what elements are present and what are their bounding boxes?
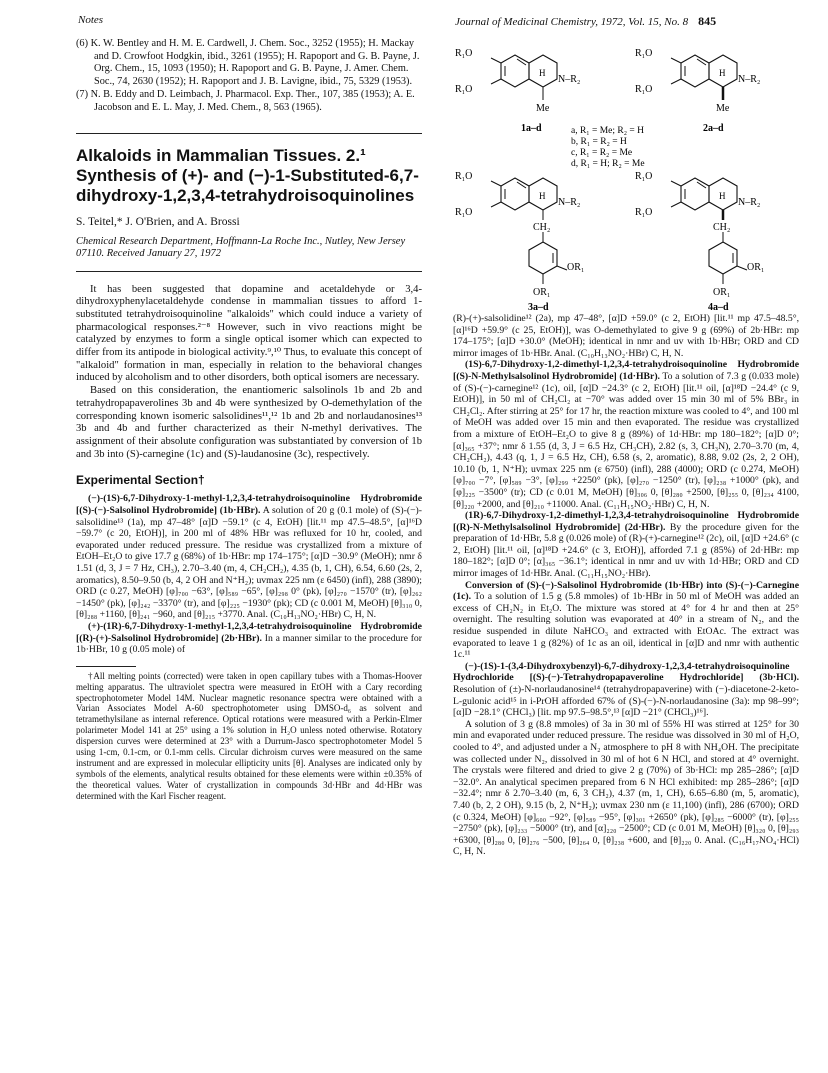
structure-4 (635, 171, 764, 313)
atom-label: Me (716, 103, 730, 114)
divider (76, 271, 422, 272)
legend-entry: c, R₁ = R₂ = Me (571, 148, 633, 158)
procedure-paragraph (76, 493, 422, 621)
procedure-text: Resolution of (±)-N-norlaudanosine¹⁴ (tetrahydropapaverine) with (−)-diacetone-2-keto-L-gulonic acid¹⁵ in i-PrOH afforded 67% of (S)-(−)-N-norlaudanosine (3a): mp 98–99°; [α]D −28.1° (CHCl₃) [lit. mp 97.5–98.5°,¹³ [α]D −21° (CHCl₃)¹⁶]. (453, 684, 799, 719)
authors: S. Teitel,* J. O'Brien, and A. Brossi (76, 215, 240, 228)
atom-label: R₁O (455, 207, 473, 218)
structure-3 (455, 171, 584, 313)
procedure-heading: Conversion of (S)-(−)-Salsolinol Hydrobromide (1b·HBr) into (S)-(−)-Carnegine (1c). (453, 579, 799, 603)
page-number: 845 (698, 14, 717, 28)
atom-label: H (539, 68, 546, 78)
procedure-heading: (1S)-6,7-Dihydroxy-1,2-dimethyl-1,2,3,4-tetrahydroisoquinoline Hydrobromide [(S)-N-Methylsalsolinol Hydrobromide] (1d·HBr). (453, 359, 799, 382)
atom-label: N–R₂ (558, 74, 581, 85)
experimental-left (76, 493, 422, 655)
atom-label: OR₁ (533, 287, 551, 298)
atom-label: H (539, 191, 546, 201)
atom-label: N–R₂ (738, 74, 761, 85)
atom-label: OR₁ (713, 287, 731, 298)
experimental-right (453, 313, 799, 858)
atom-label: OR₁ (747, 262, 765, 273)
procedure-paragraph (453, 661, 799, 719)
intro-paragraph: Based on this consideration, the enantiomeric salsolinols 1b and 2b and tetrahydropapaverolines 3b and 4b were synthesized by O-demethylation of the corresponding known isomeric salsolidines¹¹,¹² 1b and 2b and norlaudanosines¹³ 3b and 4b and further characterized as their N-methyl derivatives. The assignment of their absolute configuration was substantiated by conversion of 1b and 3b into (S)-carnegine (1c) and (S)-laudanosine (3c), respectively. (76, 385, 422, 460)
introduction (76, 284, 422, 462)
procedure-heading: (1R)-6,7-Dihydroxy-1,2-dimethyl-1,2,3,4-tetrahydroisoquinoline Hydrobromide [(R)-N-Methylsalsolinol Hydrobromide] (2d·HBr). (453, 510, 799, 533)
structure-label: 4a–d (708, 302, 729, 313)
procedure-heading: (−)-(1S)-6,7-Dihydroxy-1-methyl-1,2,3,4-tetrahydroisoquinoline Hydrobromide [(S)-(−)-Salsolinol Hydrobromide] (1b·HBr). (76, 493, 422, 516)
running-header-left: Notes (78, 14, 104, 26)
procedure-text: In a manner similar to the procedure for 1b·HBr, 10 g (0.05 mole) of (76, 632, 423, 656)
procedure-paragraph (453, 719, 799, 858)
right-column (453, 38, 799, 858)
atom-label: Me (536, 103, 550, 114)
atom-label: R₁O (455, 84, 473, 95)
atom-label: H (719, 68, 726, 78)
procedure-paragraph (76, 621, 422, 656)
structure-2 (635, 48, 760, 134)
procedure-paragraph (453, 510, 799, 580)
procedure-text: (R)-(+)-salsolidine¹² (2a), mp 47–48°, [α]D +59.0° (c 2, EtOH) [lit.¹¹ mp 47.5–48.5°, [α]¹⁶D +59.9° (c 25, EtOH)], was O-demethylated to give 9 g (69%) of 2b·HBr: mp 174–175°; [α]D +30.0° (MeOH); identical in nmr and uv with 1b·HBr; ORD and CD mirror images of 1b·HBr. Anal. (C₁₀H₁₃NO₂·HBr) C, H, N. (453, 313, 799, 359)
affiliation: Chemical Research Department, Hoffmann-La Roche Inc., Nutley, New Jersey 07110. Received January 27, 1972 (76, 235, 406, 260)
article-title: Alkaloids in Mammalian Tissues. 2.¹ Synthesis of (+)- and (−)-1-Substituted-6,7-dihydroxy-1,2,3,4-tetrahydroisoquinolines (76, 133, 422, 206)
procedure-text: A solution of 3 g (8.8 mmoles) of 3a in 30 ml of 55% HI was stirred at 125° for 30 min and evaporated under reduced pressure. The residue was dissolved in 30 ml of H₂O, cooled to 4°, and adjusted under a N₂ atmosphere to pH 8 with NH₄OH. The precipitate was collected under N₂, dissolved in 30 ml of hot 6 N HCl, and stored at 4° overnight. The crystals were filtered and dried to give 2 g (70%) of 3b·HCl: mp 285–286°; [α]D −32.0°. An analytical specimen prepared from 6 N HCl exhibited: mp 285–286°; [α]D −32.4°; nmr δ 2.70–3.40 (m, 6, 3 CH₂), 4.37 (m, 1, CH), 6.65–6.80 (m, 5, aromatic), 7.40 (b, 2, 2 OH), 9.15 (b, 2, N⁺H₂); uvmax 230 nm (ε 11,100) (infl), 286 (6700); ORD (c 0.324, MeOH) [φ]₆₀₀ −92°, [φ]₅₈₉ −95°, [φ]₃₀₁ +2650° (pk), [φ]₂₈₅ −6000° (tr), [φ]₂₅₅ −2750° (pk), [φ]₂₃₃ −5000° (tr), and [α]₂₂₀ −2500°; CD (c 0.01 M, MeOH) [θ]₃₂₀ 0, [θ]₂₉₃ +6300, [θ]₂₈₀ 0, [θ]₂₇₆ −500, [θ]₂₆₄ 0, [θ]₂₃₈ +600, and [θ]₂₂₀ 0. Anal. (C₁₆H₁₇NO₄·HCl) C, H, N. (453, 718, 799, 858)
reference-6: (6) K. W. Bentley and H. M. E. Cardwell, J. Chem. Soc., 3252 (1955); H. Mackay and D. Crowfoot Hodgkin, ibid., 3261 (1955); H. Rapoport and G. B. Payne, J. Org. Chem., 15, 1093 (1950); H. Rapoport and G. B. Payne, J. Amer. Chem. Soc., 74, 2630 (1952); H. Rapoport and J. B. Lavigne, ibid., 75, 5329 (1953). (76, 38, 420, 87)
legend-entry: b, R₁ = R₂ = H (571, 137, 627, 147)
structure-figure (453, 38, 799, 313)
procedure-paragraph (453, 580, 799, 661)
footnote-text: †All melting points (corrected) were taken in open capillary tubes with a Thomas-Hoover melting apparatus. The ultraviolet spectra were measured in EtOH with a Cary recording spectrophotometer Model 14M. Nuclear magnetic resonance spectra were obtained with a Varian Associates Model A-60 spectrophotometer using DMSO-d₆ as solvent and tetramethylsilane as internal reference. Optical rotations were measured with a Perkin-Elmer polarimeter Model 141 at 25° using a 1% solution in H₂O unless noted otherwise. Rotatory dispersion curves were determined at 23° with a Durrum-Jasco spectrophotometer Model 5 using 1-cm, 0.1-cm, or 0.1-mm cells. Circular dichroism curves were measured on the same instrument and are expressed in molecular ellipticity units [θ]. Analyses are indicated only by symbols of the elements, analytical results obtained for these elements were within ±0.35% of the theoretical values. Water of crystallization in compounds 3d·HBr and 4d·HBr was determined with the Karl Fischer reagent. (76, 670, 422, 801)
atom-label: R₁O (635, 48, 653, 59)
procedure-text: A solution of 20 g (0.1 mole) of (S)-(−)-salsolidine¹³ (1a), mp 47–48° [α]D −59.1° (c 4, EtOH) [lit.¹¹ mp 47.5–48.5°, [α]¹⁶D −59.7° (c 20, EtOH)], in 200 ml of 48% HBr was refluxed for 10 hr, cooled, and evaporated under reduced pressure. The residue was crystallized from a mixture of EtOH–Et₂O to give 17.7 g (68%) of 1b·HBr: mp 174–175°; [α]D −30.9° (MeOH); nmr δ 1.51 (d, 3, J = 7 Hz, CH₃), 2.70–3.40 (m, 4, CH₂CH₂), 4.35 (b, 1, CH), 6.54, 6.60 (2s, 2, aromatics), 8.50–9.50 (b, 4, 2 OH and N⁺H₂); uvmax 225 nm (ε 6450) (infl), 288 (3890); ORD (c 0.27, MeOH) [φ]₇₀₀ −63°, [φ]₅₈₉ −65°, [φ]₂₉₈ 0° (pk), [φ]₂₇₀ −1570° (tr), [φ]₂₆₂ −1450° (pk), [φ]₂₄₂ −3370° (tr), and [φ]₂₂₅ −1930° (pk); CD (c 0.001 M, MeOH) [θ]₃₁₀ 0, [θ]₂₈₈ +1160, [θ]₂₄₁ −960, and [θ]₂₁₅ +3770. Anal. (C₁₀H₁₃NO₂·HBr) C, H, N. (76, 505, 422, 621)
structure-1 (455, 48, 580, 134)
atom-label: H (719, 191, 726, 201)
journal-citation: Journal of Medicinal Chemistry, 1972, Vol. 15, No. 8 (455, 16, 689, 28)
atom-label: OR₁ (567, 262, 585, 273)
legend-entry: a, R₁ = Me; R₂ = H (571, 126, 645, 136)
reference-7: (7) N. B. Eddy and D. Leimbach, J. Pharmacol. Exp. Ther., 107, 385 (1953); A. E. Jacobson and E. L. May, J. Med. Chem., 8, 563 (1965). (76, 89, 415, 113)
atom-label: N–R₂ (558, 197, 581, 208)
procedure-text: To a solution of 1.5 g (5.8 mmoles) of 1b·HBr in 50 ml of MeOH was added an excess of CH₂N₂ in Et₂O. The mixture was stored at 4° for 4 hr and then at 25° overnight. The resulting solution was evaporated at 40° in a stream of N₂, and the residue suspended in dilute NaHCO₃ and extracted with EtOAc. The extract was evaporated to leave 1 g (82%) of 1c as an oil, identical in [α]D and nmr with authentic 1c.¹¹ (453, 591, 799, 661)
procedure-heading: (+)-(1R)-6,7-Dihydroxy-1-methyl-1,2,3,4-tetrahydroisoquinoline Hydrobromide [(R)-(+)-Salsolinol Hydrobromide] (2b·HBr). (76, 620, 422, 644)
procedure-text: By the procedure given for the preparation of 1d·HBr, 5.8 g (0.026 mole) of (R)-(+)-carnegine¹² (2c), oil, [α]D +24.6° (c 2, EtOH) [lit.¹¹ oil, [α]¹⁸D +24.6° (c 3, EtOH)], afforded 7.1 g (85%) of 2d·HBr: mp 180–182°; [α]D 0°; [α]₃₆₅ −36.1°; identical in nmr and uv with 1d·HBr; ORD and CD mirror images of 1d·HBr. Anal. (C₁₁H₁₅NO₂·HBr). (453, 521, 799, 580)
atom-label: CH₂ (713, 222, 731, 233)
procedure-paragraph (453, 313, 799, 359)
procedure-paragraph (453, 359, 799, 510)
atom-label: R₁O (635, 207, 653, 218)
atom-label: R₁O (455, 171, 473, 182)
atom-label: CH₂ (533, 222, 551, 233)
structure-label: 1a–d (521, 123, 542, 134)
reference-list (76, 38, 422, 115)
procedure-heading: (−)-(1S)-1-(3,4-Dihydroxybenzyl)-6,7-dihydroxy-1,2,3,4-tetrahydroisoquinoline Hydrochloride [(S)-(−)-Tetrahydropapaveroline Hydrochloride] (3b·HCl). (453, 660, 799, 684)
footnote-divider (76, 666, 136, 667)
section-heading: Experimental Section† (76, 473, 205, 488)
atom-label: R₁O (455, 48, 473, 59)
chemical-structures (453, 38, 799, 313)
legend-entry: d, R₁ = H; R₂ = Me (571, 159, 645, 169)
structure-label: 3a–d (528, 302, 549, 313)
atom-label: R₁O (635, 171, 653, 182)
atom-label: N–R₂ (738, 197, 761, 208)
intro-paragraph: It has been suggested that dopamine and acetaldehyde or 3,4-dihydroxyphenylacetaldehyde condense in mammalian tissues to afford 1-substituted tetrahydroisoquinoline "alkaloids" which could induce a variety of pharmacological responses.²⁻⁸ However, such in vivo reactions might be catalyzed by enzymes to form a single optical isomer which can expected to differ from its antipode in biological activity.⁹,¹⁰ Thus, to evaluate this concept of "alkaloid" formation in man, especially in relation to the behavioral changes induced by alcoholism and to other disorders, both optical isomers are necessary. (76, 283, 422, 384)
procedure-text: To a solution of 7.3 g (0.033 mole) of (S)-(−)-carnegine¹² (1c), oil, [α]D −24.3° (c 2, EtOH) [lit.¹¹ oil, [α]¹⁸D −24.4° (c 9, EtOH)], in 50 ml of CH₂Cl₂ at −70° was added over 15 min 30 ml of 5% BBr₃ in CH₂Cl₂. After stirring at 25° for 17 hr, the reaction mixture was cooled to 4°, and 100 ml of MeOH was added over 15 min and then evaporated. The residue was crystallized from a mixture of EtOH–Et₂O to give 8 g (89%) of 1d·HBr: mp 180–182°; [α]D 0°; [α]₃₆₅ +37°; nmr δ 1.55 (d, 3, J = 6.5 Hz, CH₃CH), 2.82 (s, 3, CH₃N), 2.70–3.70 (m, 4, CH₂CH₂), 4.43 (q, 1, J = 6.5 Hz, CH), 6.58 (s, 2, aromatic), 8.88, 9.02 (2s, 2, 2 OH), 10.10 (b, 1, N⁺H); uvmax 225 nm (ε 6750) (infl), 288 (4000); ORD (c 0.274, MeOH) [φ]₇₀₀ −7°, [φ]₅₈₉ −3°, [φ]₂₉₉ +2250° (pk), [φ]₂₇₀ −1250° (tr), [φ]₂₃₈ +1000° (pk), and [φ]₂₂₅ −3500° (tr); CD (c 0.01 M, MeOH) [θ]₃₀₆ 0, [θ]₂₈₀ +2500, [θ]₂₅₅ 0, [θ]₂₃₄ 4100, [θ]₂₂₀ +2000, and [θ]₂₁₀ +11000. Anal. (C₁₁H₁₅NO₂·HBr) C, H, N. (453, 370, 799, 510)
left-column (76, 38, 422, 802)
atom-label: R₁O (635, 84, 653, 95)
footnote (76, 671, 422, 802)
substituent-legend (571, 126, 645, 169)
structure-label: 2a–d (703, 123, 724, 134)
running-header-right (455, 14, 716, 29)
